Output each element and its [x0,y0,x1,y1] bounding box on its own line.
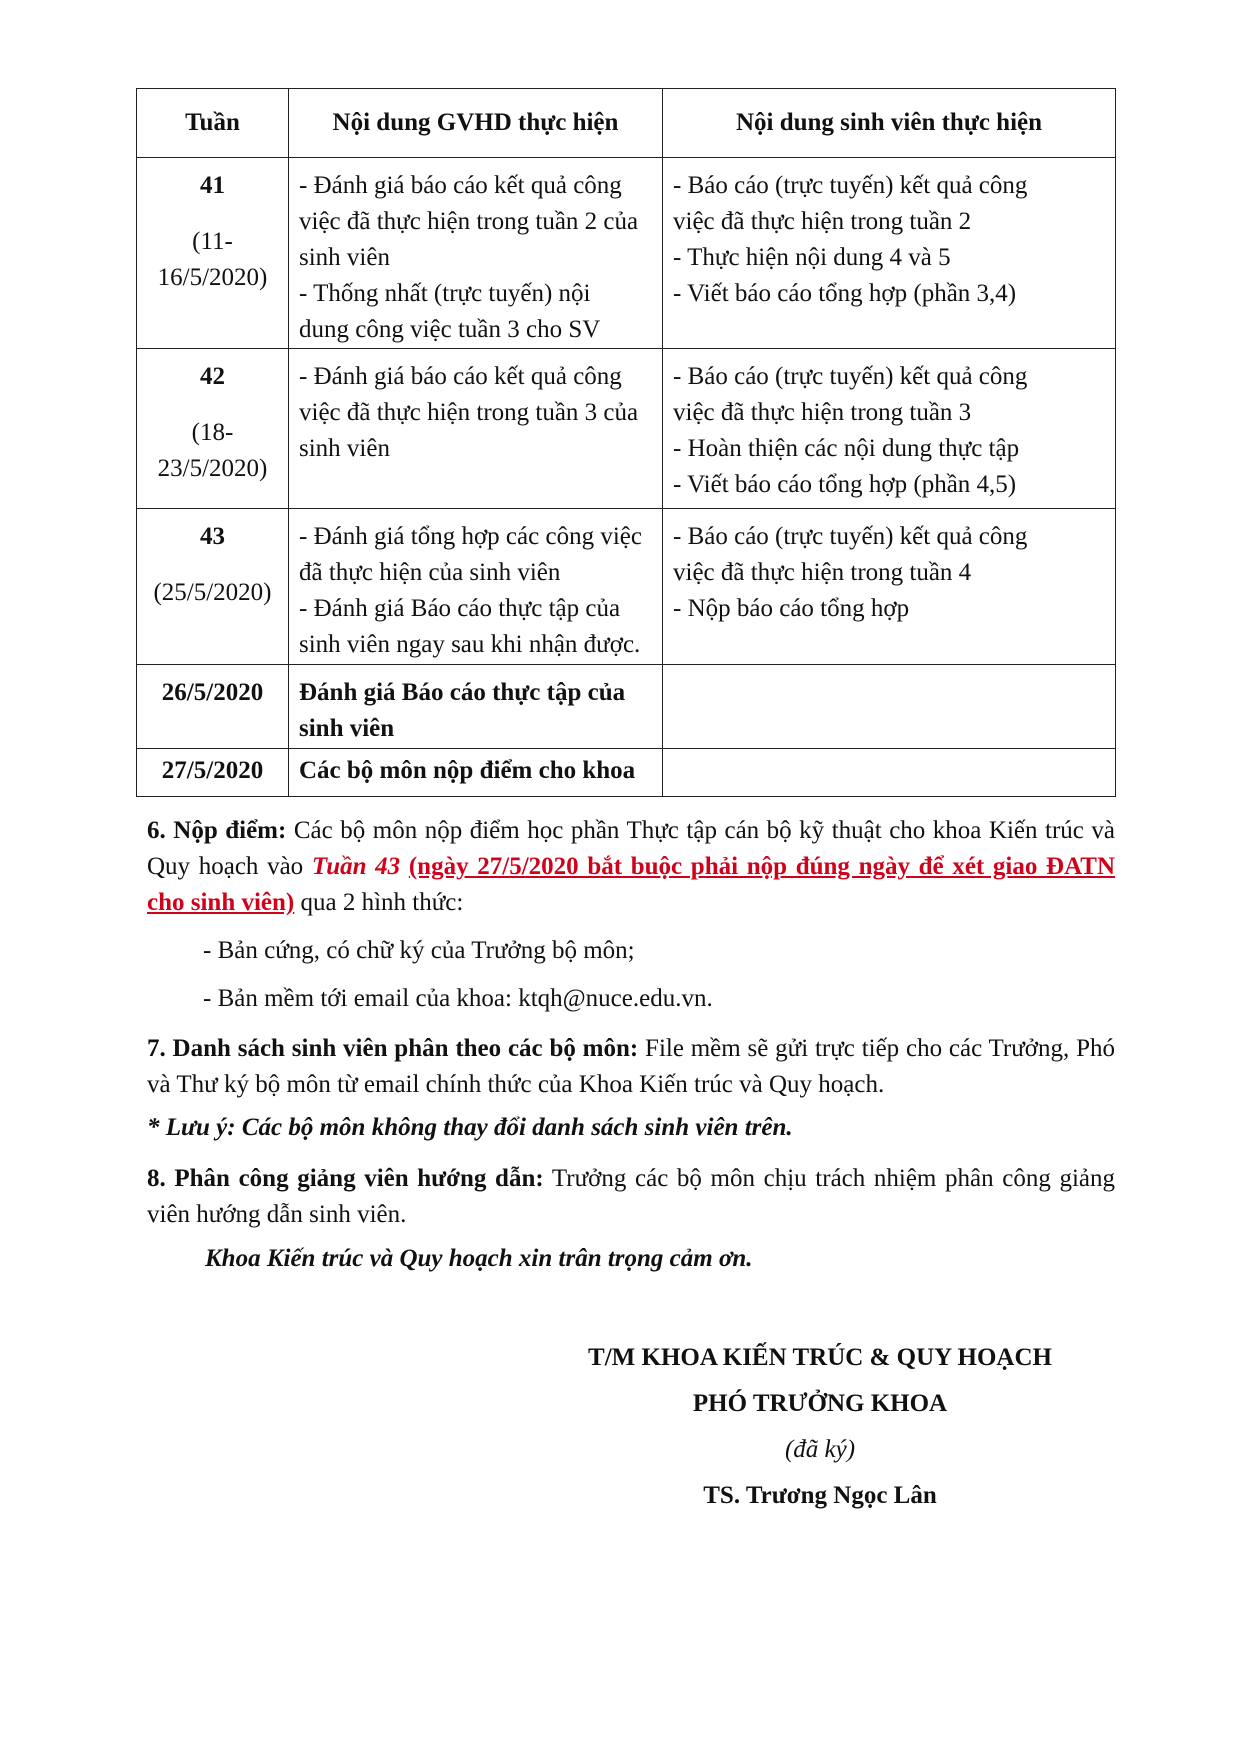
week-cell [137,158,289,349]
table-row [137,349,1116,509]
section-8-text: Trưởng các bộ môn chịu trách nhiệm phân công giảng viên hướng dẫn sinh viên. [147,1165,1115,1228]
cell-line: việc đã thực hiện trong tuần 2 [673,208,972,235]
cell-line: - Báo cáo (trực tuyến) kết quả công [673,172,1028,199]
table-row [137,158,1116,349]
cell-line: - Nộp báo cáo tổng hợp [673,595,910,622]
section-6-text: Các bộ môn nộp điểm học phần Thực tập cán bộ kỹ thuật cho khoa Kiến trúc và Quy hoạch vào [147,817,1116,880]
section-7-heading: 7. Danh sách sinh viên phân theo các bộ môn: [147,1035,639,1062]
table-header-row [137,89,1116,158]
cell-line: việc đã thực hiện trong tuần 3 của [299,399,639,426]
cell-line: - Báo cáo (trực tuyến) kết quả công [673,523,1028,550]
section-6-paragraph [147,813,1115,921]
week-date: 16/5/2020) [157,264,268,291]
cell-line: - Đánh giá báo cáo kết quả công [299,363,622,390]
cell-line: sinh viên ngay sau khi nhận được. [299,631,641,658]
note-line: * Lưu ý: Các bộ môn không thay đổi danh sách sinh viên trên. [147,1114,793,1141]
section-6-text-end: qua 2 hình thức: [294,889,464,916]
cell-line: - Đánh giá báo cáo kết quả công [299,172,622,199]
week-date: (11- [192,228,233,255]
sv-cell [663,349,1116,509]
task-cell: Các bộ môn nộp điểm cho khoa [289,749,663,797]
cell-line: việc đã thực hiện trong tuần 4 [673,559,972,586]
week-cell [137,349,289,509]
signature-title: PHÓ TRƯỞNG KHOA [692,1390,948,1417]
cell-line: - Thống nhất (trực tuyến) nội [299,280,591,307]
header-week: Tuần [137,89,289,158]
cell-line: - Hoàn thiện các nội dung thực tập [673,435,1020,462]
cell-line: - Thực hiện nội dung 4 và 5 [673,244,951,271]
week-date: 23/5/2020) [157,455,268,482]
cell-line: dung công việc tuần 3 cho SV [299,316,601,343]
highlight-week: Tuần 43 [311,853,401,880]
section-6-heading: 6. Nộp điểm: [147,817,287,844]
week-date: (25/5/2020) [153,579,272,606]
cell-line: Đánh giá Báo cáo thực tập của [299,679,626,706]
highlight-deadline: (ngày 27/5/2020 bắt buộc phải nộp đúng ngày để xét giao ĐATN cho sinh viên) [147,853,1116,916]
table-row [137,665,1116,749]
empty-cell [663,665,1116,749]
submission-item-email: - Bản mềm tới email của khoa: ktqh@nuce.edu.vn. [203,985,713,1012]
cell-line: việc đã thực hiện trong tuần 3 [673,399,972,426]
gvhd-cell [289,158,663,349]
empty-cell [663,749,1116,797]
cell-line: - Đánh giá Báo cáo thực tập của [299,595,621,622]
task-cell [289,665,663,749]
sv-cell [663,509,1116,665]
section-8-heading: 8. Phân công giảng viên hướng dẫn: [147,1165,544,1192]
cell-line: việc đã thực hiện trong tuần 2 của [299,208,639,235]
date-cell: 27/5/2020 [137,749,289,797]
signature-name: TS. Trương Ngọc Lân [703,1482,937,1509]
week-number: 41 [200,172,225,199]
header-gvhd: Nội dung GVHD thực hiện [289,89,663,158]
sv-cell [663,158,1116,349]
cell-line: sinh viên [299,244,390,271]
cell-line: sinh viên [299,435,390,462]
thanks-line: Khoa Kiến trúc và Quy hoạch xin trân trọng cảm ơn. [205,1245,753,1272]
table-row [137,509,1116,665]
week-cell [137,509,289,665]
week-number: 42 [200,363,225,390]
week-number: 43 [200,523,225,550]
gvhd-cell [289,509,663,665]
gvhd-cell [289,349,663,509]
cell-line: - Viết báo cáo tổng hợp (phần 3,4) [673,280,1017,307]
cell-line: sinh viên [299,715,395,742]
cell-line: đã thực hiện của sinh viên [299,559,561,586]
header-sv: Nội dung sinh viên thực hiện [663,89,1116,158]
signature-signed: (đã ký) [784,1436,856,1463]
section-7-paragraph [147,1031,1115,1103]
schedule-table [136,88,1116,797]
section-7-text: File mềm sẽ gửi trực tiếp cho các Trưởng, Phó và Thư ký bộ môn từ email chính thức của Khoa Kiến trúc và Quy hoạch. [147,1035,1115,1098]
week-date: (18- [191,419,234,446]
date-cell: 26/5/2020 [137,665,289,749]
cell-line: - Báo cáo (trực tuyến) kết quả công [673,363,1028,390]
section-8-paragraph [147,1161,1115,1233]
table-row [137,749,1116,797]
signature-block [560,1335,1080,1519]
cell-line: - Viết báo cáo tổng hợp (phần 4,5) [673,471,1017,498]
submission-item-hardcopy: - Bản cứng, có chữ ký của Trưởng bộ môn; [203,937,635,964]
cell-line: - Đánh giá tổng hợp các công việc [299,523,642,550]
signature-org: T/M KHOA KIẾN TRÚC & QUY HOẠCH [588,1344,1052,1371]
